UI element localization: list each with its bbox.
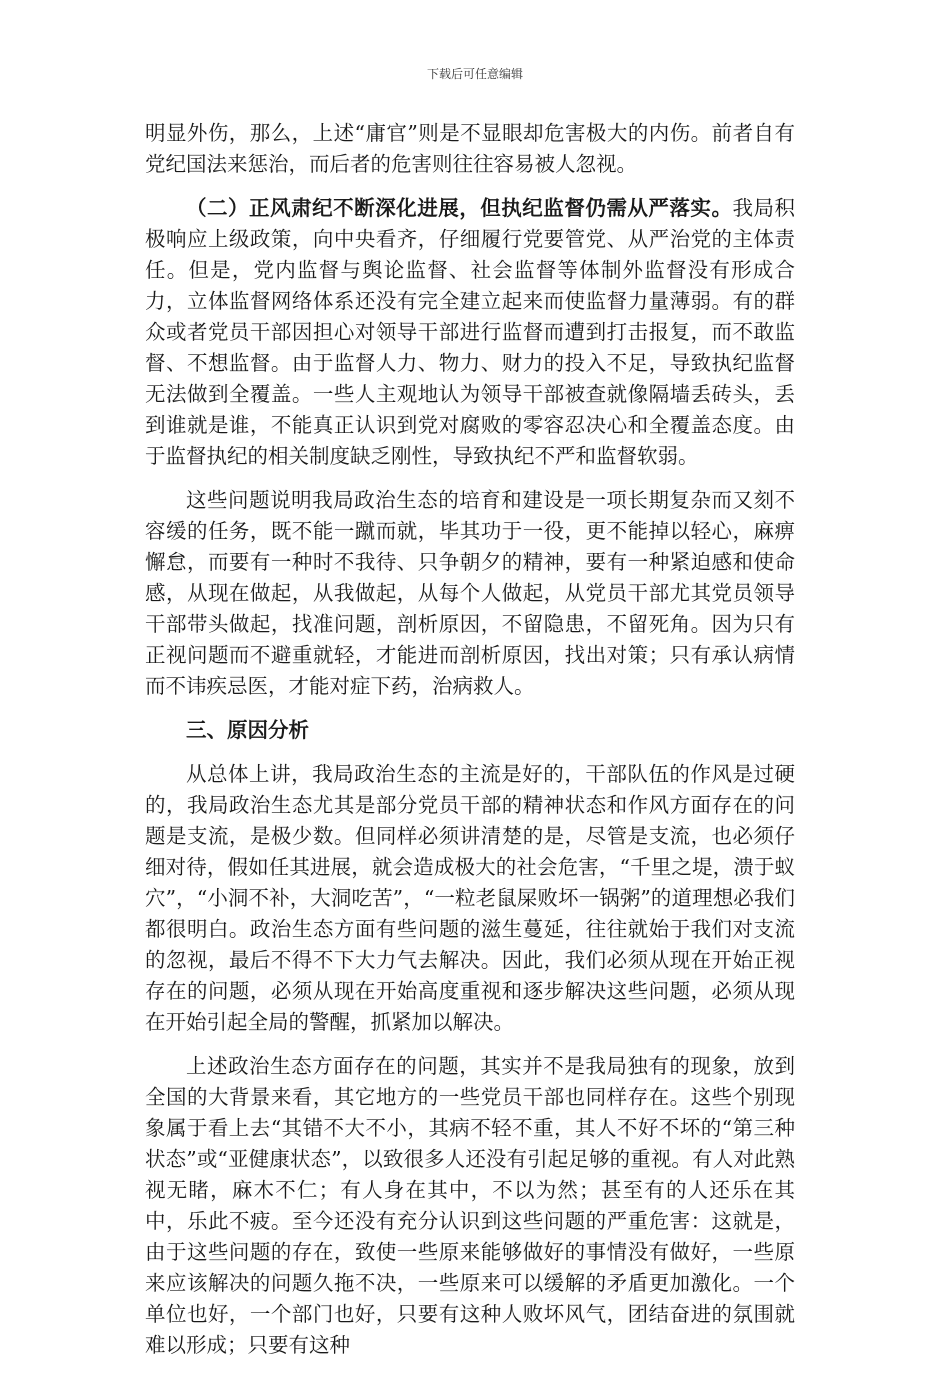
- paragraph-text: 上述政治生态方面存在的问题，其实并不是我局独有的现象，放到全国的大背景来看，其它地方的一些党员干部也同样存在。这些个别现象属于看上去“其错不大不小，其病不轻不重，其人不好不坏的“第三种状态”或“亚健康状态”，以致很多人还没有引起足够的重视。有人对此熟视无睹，麻木不仁；有人身在其中，不以为然；甚至有的人还乐在其中，乐此不疲。至今还没有充分认识到这些问题的严重危害：这就是，由于这些问题的存在，致使一些原来能够做好的事情没有做好，一些原来应该解决的问题久拖不决，一些原来可以缓解的矛盾更加激化。一个单位也好，一个部门也好，只要有这种人败坏风气，团结奋进的氛围就难以形成；只要有这种: [145, 1054, 795, 1357]
- section-heading-cause-analysis: [145, 715, 795, 746]
- paragraph-phenomena: [145, 1051, 795, 1361]
- paragraph-text: 从总体上讲，我局政治生态的主流是好的，干部队伍的作风是过硬的，我局政治生态尤其是部分党员干部的精神状态和作风方面存在的问题是支流，是极少数。但同样必须讲清楚的是，尽管是支流，也必须仔细对待，假如任其进展，就会造成极大的社会危害，“千里之堤，溃于蚁穴”，“小洞不补，大洞吃苦”，“一粒老鼠屎败坏一锅粥”的道理想必我们都很明白。政治生态方面有些问题的滋生蔓延，往往就始于我们对支流的忽视，最后不得不下大力气去解决。因此，我们必须从现在开始正视存在的问题，必须从现在开始高度重视和逐步解决这些问题，必须从现在开始引起全局的警醒，抓紧加以解决。: [145, 762, 795, 1034]
- paragraph-text: 我局积极响应上级政策，向中央看齐，仔细履行党要管党、从严治党的主体责任。但是，党内监督与舆论监督、社会监督等体制外监督没有形成合力，立体监督网络体系还没有完全建立起来而使监督力量薄弱。有的群众或者党员干部因担心对领导干部进行监督而遭到打击报复，而不敢监督、不想监督。由于监督人力、物力、财力的投入不足，导致执纪监督无法做到全覆盖。一些人主观地认为领导干部被查就像隔墙丢砖头，丢到谁就是谁，不能真正认识到党对腐败的零容忍决心和全覆盖态度。由于监督执纪的相关制度缺乏刚性，导致执纪不严和监督软弱。: [145, 196, 796, 468]
- document-body: [145, 118, 795, 1374]
- paragraph-overall: [145, 759, 795, 1038]
- section-heading-text: 三、原因分析: [186, 718, 309, 742]
- paragraph-supervision: [145, 193, 795, 472]
- paragraph-continuation: [145, 118, 795, 180]
- subsection-heading: （二）正风肃纪不断深化进展，但执纪监督仍需从严落实。: [186, 196, 733, 220]
- paragraph-text: 明显外伤，那么，上述“庸官”则是不显眼却危害极大的内伤。前者自有党纪国法来惩治，而后者的危害则往往容易被人忽视。: [145, 121, 795, 176]
- paragraph-text: 这些问题说明我局政治生态的培育和建设是一项长期复杂而又刻不容缓的任务，既不能一蹴而就，毕其功于一役，更不能掉以轻心，麻痹懈怠，而要有一种时不我待、只争朝夕的精神，要有一种紧迫感和使命感，从现在做起，从我做起，从每个人做起，从党员干部尤其党员领导干部带头做起，找准问题，剖析原因，不留隐患，不留死角。因为只有正视问题而不避重就轻，才能进而剖析原因，找出对策；只有承认病情而不讳疾忌医，才能对症下药，治病救人。: [145, 488, 795, 698]
- page-header: 下载后可任意编辑: [426, 67, 523, 81]
- paragraph-summary: [145, 485, 795, 702]
